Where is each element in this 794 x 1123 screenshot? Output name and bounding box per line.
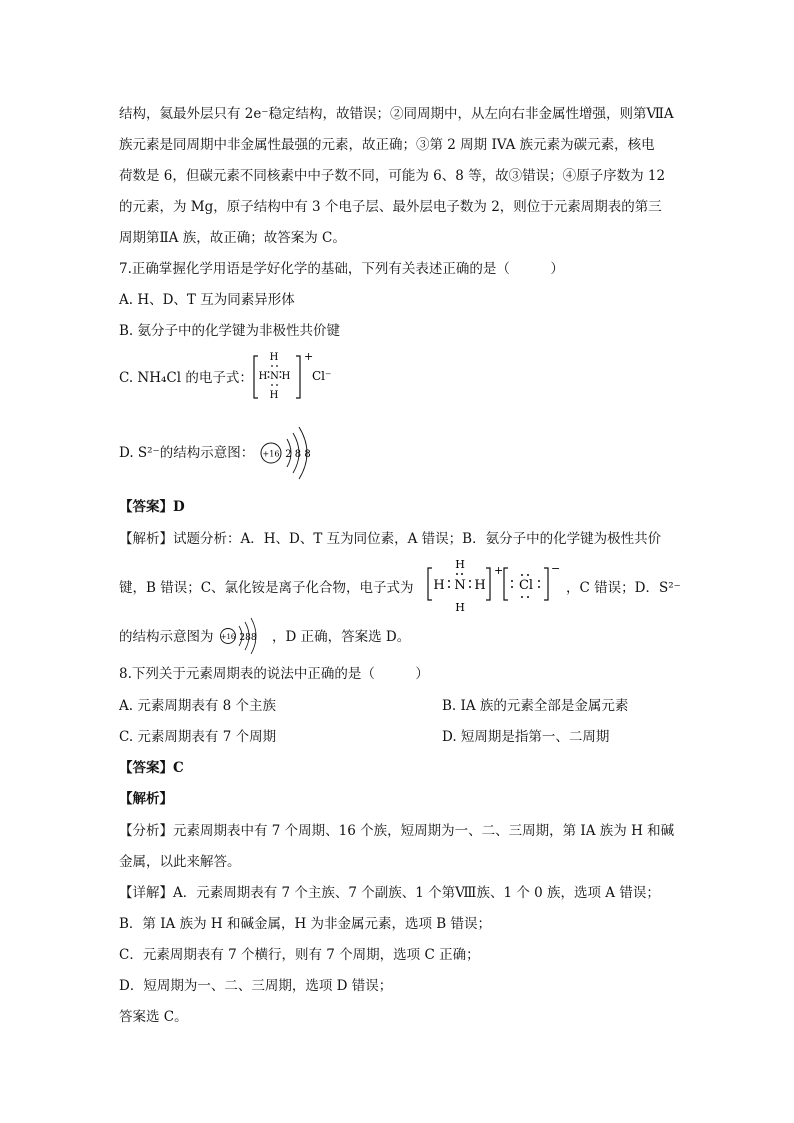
formula-h-left: H — [433, 578, 445, 593]
paragraph-line: 的元素，为 Mg，原子结构中有 3 个电子层、最外层电子数为 2，则位于元素周期表的第三 — [119, 199, 662, 215]
paragraph-line: 结构，氦最外层只有 2e⁻稳定结构，故错误；②同周期中，从左向右非金属性增强，则第ⅦA — [119, 106, 674, 122]
paragraph-line: 周期第ⅡA 族，故正确；故答案为 C。 — [119, 230, 346, 246]
question-7-stem: 7.正确掌握化学用语是学好化学的基础，下列有关表述正确的是（ ） — [119, 261, 564, 277]
question-8-detail-line: B．第 IA 族为 H 和碱金属，H 为非金属元素，选项 B 错误； — [119, 916, 492, 932]
question-8-option-c: C. 元素周期表有 7 个周期 — [119, 729, 277, 745]
question-7-answer: 【答案】D — [119, 499, 185, 515]
question-8-option-b: B. IA 族的元素全部是金属元素 — [442, 698, 629, 714]
cl-right-bracket — [544, 568, 548, 600]
question-7-explanation-line: 键，B 错误；C、氯化铵是离子化合物，电子式为 — [119, 580, 414, 596]
left-bracket — [254, 356, 258, 398]
question-7-option-d — [119, 443, 254, 463]
question-7-explanation-line: ，C 错误；D．S²⁻ — [566, 580, 681, 596]
formula-plus-charge: + — [304, 350, 314, 363]
question-8-answer: 【答案】C — [119, 760, 184, 776]
right-bracket — [486, 568, 490, 600]
formula-h-bottom: H — [455, 601, 465, 614]
question-7-option-c — [119, 368, 253, 388]
question-8-detail-line: 【详解】A．元素周期表有 7 个主族、7 个副族、1 个第Ⅷ族、1 个 0 族，选项 A 错误； — [119, 885, 660, 901]
formula-h-right: H — [281, 371, 291, 382]
shell-electrons: 288 — [239, 633, 257, 643]
question-8-detail-line: D．短周期为一、二、三周期，选项 D 错误； — [119, 978, 393, 994]
formula-n: N — [270, 371, 279, 382]
question-8-option-d: D. 短周期是指第一、二周期 — [442, 729, 610, 745]
formula-plus-charge: + — [494, 564, 504, 577]
formula-minus-charge: − — [551, 562, 561, 575]
sulfide-structure-diagram — [255, 417, 325, 485]
ammonium-chloride-electron-formula — [424, 556, 562, 614]
cl-left-bracket — [504, 568, 508, 600]
left-bracket — [428, 568, 432, 600]
paragraph-line: 荷数是 6，但碳元素不同核素中中子数不同，可能为 6、8 等，故③错误；④原子序数为 12 — [119, 168, 666, 184]
question-7-explanation-line: ，D 正确，答案选 D。 — [272, 629, 411, 645]
sulfide-structure-diagram-small — [218, 616, 270, 654]
formula-cl: Cl — [518, 578, 534, 593]
option-c-label: C. NH₄Cl 的电子式： — [119, 370, 253, 386]
formula-h-top: H — [455, 558, 465, 571]
question-7-explanation-line: 的结构示意图为 — [119, 629, 214, 645]
question-8-analysis-line: 金属，以此来解答。 — [119, 854, 241, 870]
paragraph-line: 族元素是同周期中非金属性最强的元素，故正确；③第 2 周期 IVA 族元素为碳元素，核电 — [119, 137, 655, 153]
question-8-final-line: 答案选 C。 — [119, 1009, 188, 1025]
question-8-stem: 8.下列关于元素周期表的说法中正确的是（ ） — [119, 666, 429, 682]
nucleus-charge: +16 — [220, 633, 236, 641]
formula-h-left: H — [258, 371, 268, 382]
formula-h-bottom: H — [269, 390, 279, 401]
formula-h-top: H — [269, 352, 279, 363]
right-bracket — [296, 356, 300, 398]
shell-electrons: 2 8 8 — [285, 449, 311, 460]
nh4cl-electron-formula — [250, 348, 350, 404]
question-7-option-b: B. 氨分子中的化学键为非极性共价键 — [119, 323, 341, 339]
nucleus-charge: +16 — [262, 449, 280, 459]
question-7-option-a: A. H、D、T 互为同素异形体 — [119, 292, 295, 308]
formula-n: N — [454, 578, 466, 593]
question-8-jiexi: 【解析】 — [119, 791, 173, 807]
formula-chloride-ion: Cl⁻ — [312, 369, 332, 383]
question-8-option-a: A. 元素周期表有 8 个主族 — [119, 698, 277, 714]
option-d-label: D. S²⁻的结构示意图： — [119, 445, 255, 461]
formula-h-right: H — [474, 578, 486, 593]
question-8-detail-line: C．元素周期表有 7 个横行，则有 7 个周期，选项 C 正确； — [119, 947, 480, 963]
question-7-explanation-line: 【解析】试题分析：A．H、D、T 互为同位素，A 错误；B．氨分子中的化学键为极性共价 — [119, 531, 662, 547]
question-8-analysis-line: 【分析】元素周期表中有 7 个周期、16 个族，短周期为一、二、三周期，第 IA 族为 H 和碱 — [119, 823, 675, 839]
